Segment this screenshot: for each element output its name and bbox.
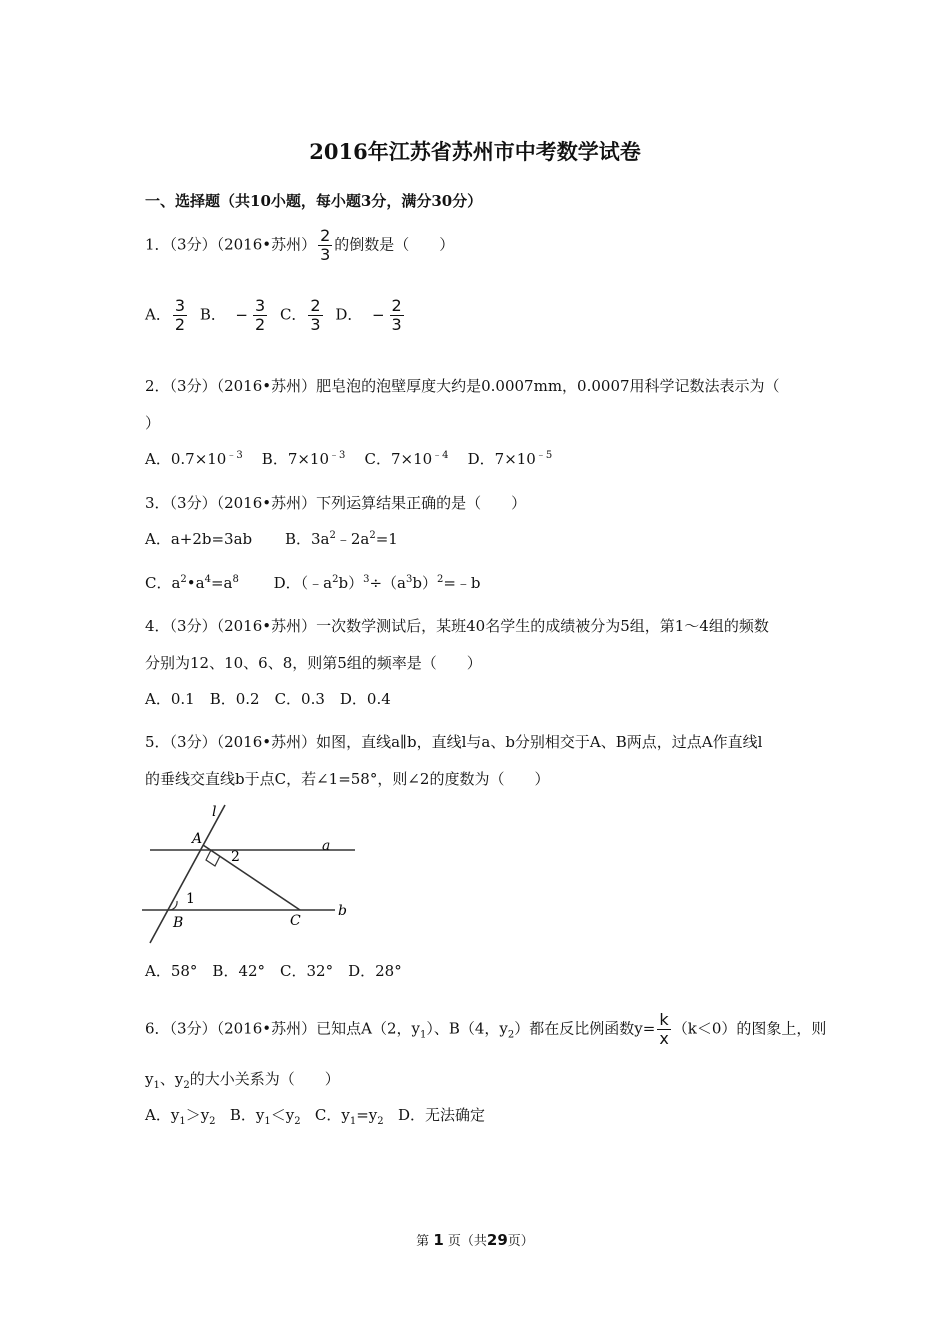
question-2-stem-line1: 2．（3分）（2016•苏州）肥皂泡的泡壁厚度大约是0.0007mm，0.0007用科学记数法表示为（ — [145, 377, 780, 395]
label-A: A — [192, 831, 203, 847]
question-6-stem-line2: $y_1$、$y_2$的大小关系为（ ） — [145, 1070, 340, 1091]
question-6-stem-line1: 6．（3分）（2016•苏州）已知点A（2，$y_1$）、B（4，$y_2$）都在反比例函数y= $\frac{k}{x}$ （k＜0）的图象上，则 — [145, 1010, 827, 1048]
question-3-options-ab — [145, 528, 398, 550]
label-b: b — [338, 903, 347, 919]
question-2-stem-line2: ） — [145, 414, 161, 432]
question-3-stem: 3．（3分）（2016•苏州）下列运算结果正确的是（ ） — [145, 494, 527, 512]
q6-option-c: C．$y_1=y_2$ — [314, 1106, 384, 1127]
segment-ac — [203, 845, 300, 910]
q3-option-c: C．$a^2•a^4=a^8$ — [145, 574, 239, 592]
label-a: a — [322, 838, 331, 854]
label-1: 1 — [186, 891, 195, 907]
q2-option-c: C．$7\times 10^{﹣4}$ — [364, 450, 449, 468]
question-1-stem — [145, 228, 454, 263]
q6-option-d: D．无法确定 — [397, 1106, 485, 1124]
q3-option-b: B．$3a^2﹣2a^2=1$ — [284, 530, 398, 548]
q6-option-a: A．$y_1>y_2$ — [145, 1106, 216, 1127]
label-l: l — [212, 804, 217, 820]
q1-option-d: D． − $\frac{2}{3}$ — [335, 296, 402, 334]
label-2: 2 — [231, 849, 240, 865]
q2-option-d: D．$7\times 10^{﹣5}$ — [467, 450, 553, 468]
question-4-stem-line1: 4．（3分）（2016•苏州）一次数学测试后，某班40名学生的成绩被分为5组，第1～4组的频数 — [145, 617, 769, 635]
q2-option-b: B．$7\times 10^{﹣3}$ — [261, 450, 346, 468]
page-number: 1 — [433, 1231, 444, 1249]
question-5-stem-line1: 5．（3分）（2016•苏州）如图，直线a∥b，直线l与a、b分别相交于A、B两点，过点A作直线l — [145, 733, 763, 751]
question-3-options-cd — [145, 572, 481, 594]
page-title: 2016年江苏省苏州市中考数学试卷 — [309, 139, 641, 164]
q1-option-a: A． $\frac{3}{2}$ — [145, 296, 186, 334]
q3-option-a: A．a+2b=3ab — [145, 530, 253, 548]
q2-option-a: A．$0.7\times 10^{﹣3}$ — [145, 450, 243, 468]
q1-tail: 的倒数是（ ） — [334, 235, 455, 254]
section-heading: 一、选择题（共10小题，每小题3分，满分30分） — [145, 192, 483, 210]
q6-fraction: $\frac{k}{x}$ — [659, 1010, 669, 1048]
q1-fraction: $\frac{2}{3}$ — [320, 226, 331, 264]
q5-figure — [140, 800, 355, 950]
q6-option-b: B．$y_1<y_2$ — [229, 1106, 301, 1127]
q1-option-b: B． − $\frac{3}{2}$ — [199, 296, 266, 334]
question-1-options — [145, 298, 406, 333]
question-5-stem-line2: 的垂线交直线b于点C，若∠1=58°，则∠2的度数为（ ） — [145, 770, 550, 788]
question-2-options — [145, 448, 552, 470]
q1-option-c: C． $\frac{2}{3}$ — [279, 296, 321, 334]
question-4-stem-line2: 分别为12、10、6、8，则第5组的频率是（ ） — [145, 654, 482, 672]
question-6-options — [145, 1104, 485, 1126]
label-B: B — [173, 915, 184, 931]
line-l — [150, 805, 225, 943]
label-C: C — [290, 913, 301, 929]
page-footer: 第 1 页（共29页） — [416, 1231, 534, 1249]
page-total: 29 — [486, 1231, 508, 1249]
q3-option-d: D．$(﹣a^2b)^3\div(a^3b)^2=﹣b$ — [273, 574, 481, 592]
question-4-options: A．0.1 B．0.2 C．0.3 D．0.4 — [145, 690, 391, 708]
q1-head: 1．（3分）（2016•苏州） — [145, 235, 317, 254]
question-5-options: A．58° B．42° C．32° D．28° — [145, 962, 402, 980]
